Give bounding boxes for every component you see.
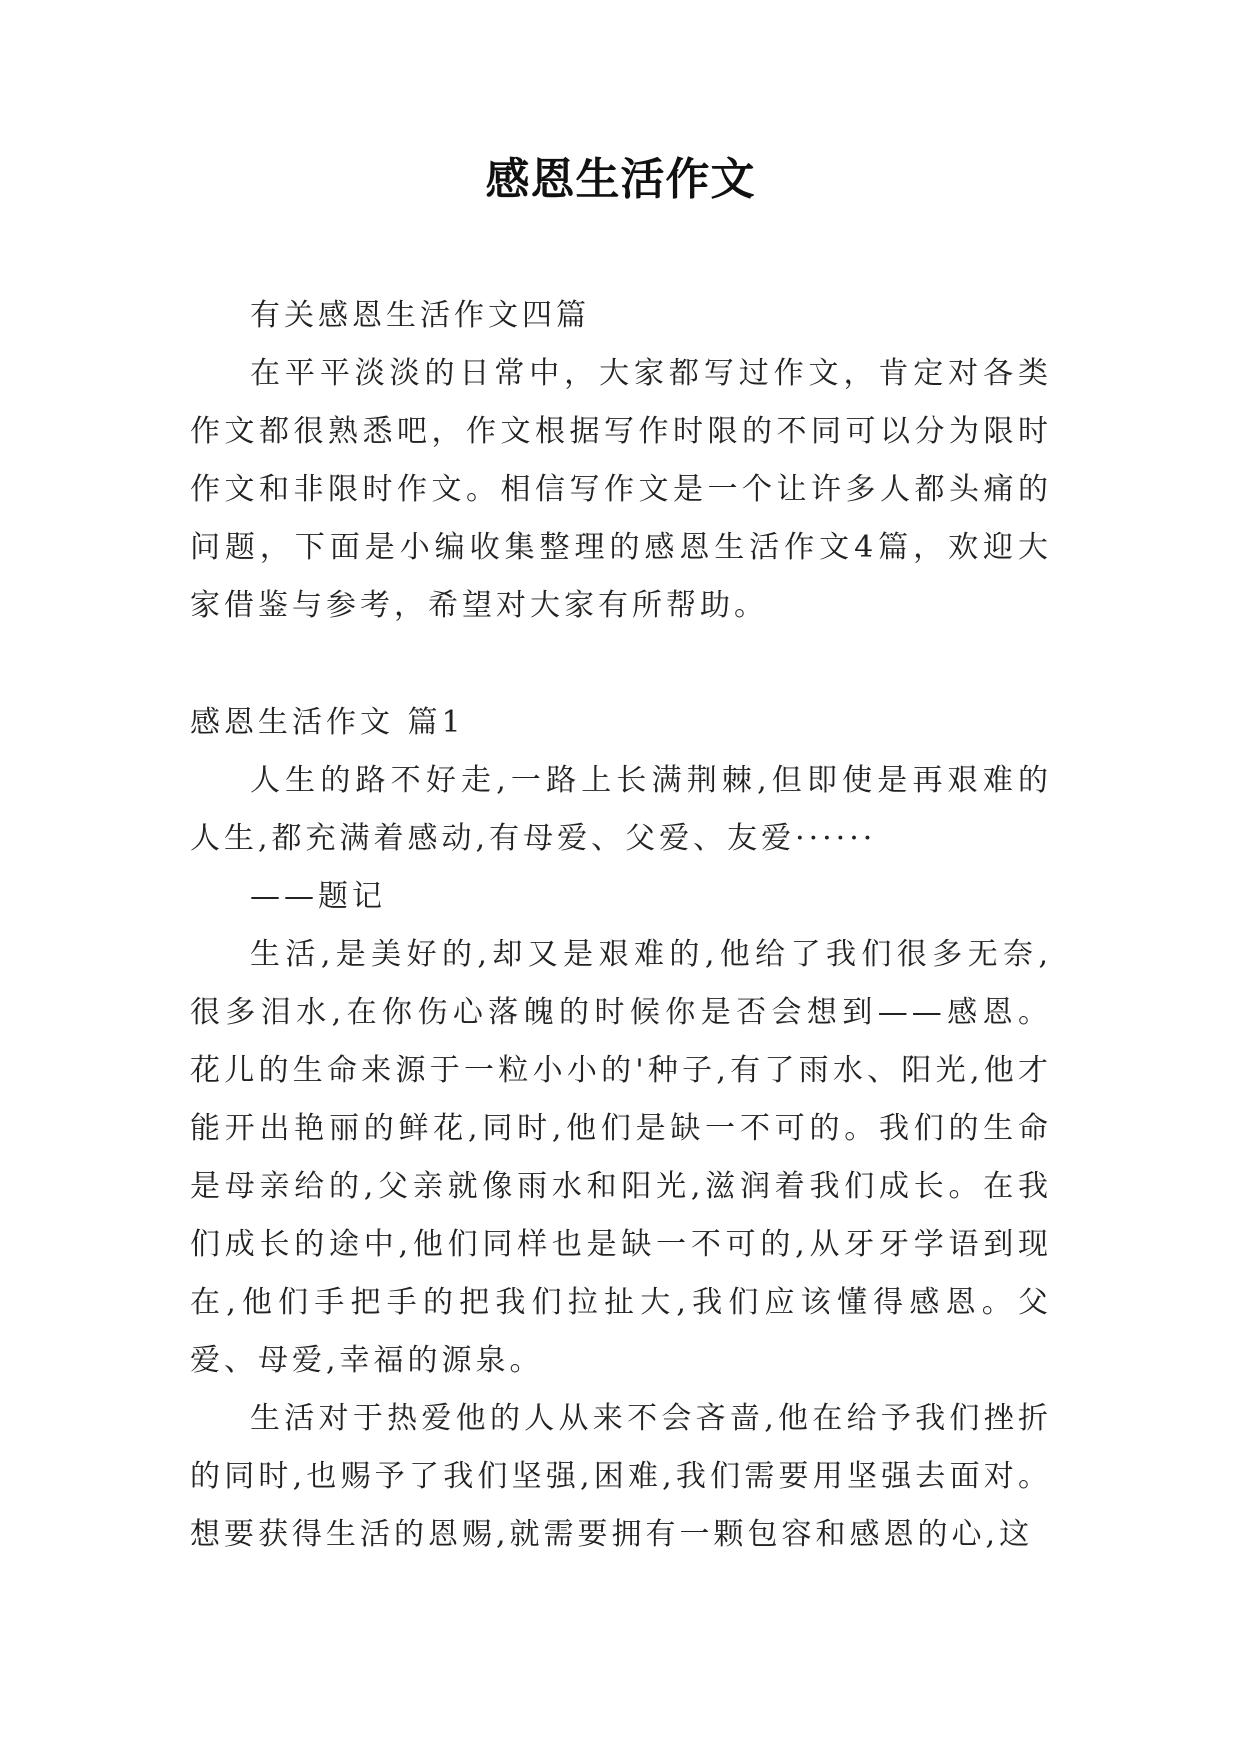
intro-paragraph: 在平平淡淡的日常中，大家都写过作文，肯定对各类作文都很熟悉吧，作文根据写作时限的不同可以分为限时作文和非限时作文。相信写作文是一个让许多人都头痛的问题，下面是小编收集整理的感恩生活作文4篇，欢迎大家借鉴与参考，希望对大家有所帮助。 (190, 356, 1052, 623)
epigraph: 人生的路不好走,一路上长满荆棘,但即使是再艰难的人生,都充满着感动,有母爱、父爱、友爱······ (190, 763, 1052, 856)
essay-paragraph: 生活,是美好的,却又是艰难的,他给了我们很多无奈,很多泪水,在你伤心落魄的时候你是否会想到——感恩。花儿的生命来源于一粒小小的'种子,有了雨水、阳光,他才能开出艳丽的鲜花,同时,他们是缺一不可的。我们的生命是母亲给的,父亲就像雨水和阳光,滋润着我们成长。在我们成长的途中,他们同样也是缺一不可的,从牙牙学语到现在,他们手把手的把我们拉扯大,我们应该懂得感恩。父爱、母爱,幸福的源泉。 (190, 937, 1052, 1378)
essay-paragraph: 生活对于热爱他的人从来不会吝啬,他在给予我们挫折的同时,也赐予了我们坚强,困难,我们需要用坚强去面对。想要获得生活的恩赐,就需要拥有一颗包容和感恩的心,这 (190, 1401, 1052, 1552)
document-title: 感恩生活作文 (485, 154, 756, 205)
intro-block (190, 287, 1052, 635)
essay-body (190, 752, 1052, 1564)
epigraph-source: ——题记 (250, 879, 386, 914)
document-subtitle: 有关感恩生活作文四篇 (250, 298, 590, 333)
section-heading: 感恩生活作文 篇1 (190, 705, 465, 740)
